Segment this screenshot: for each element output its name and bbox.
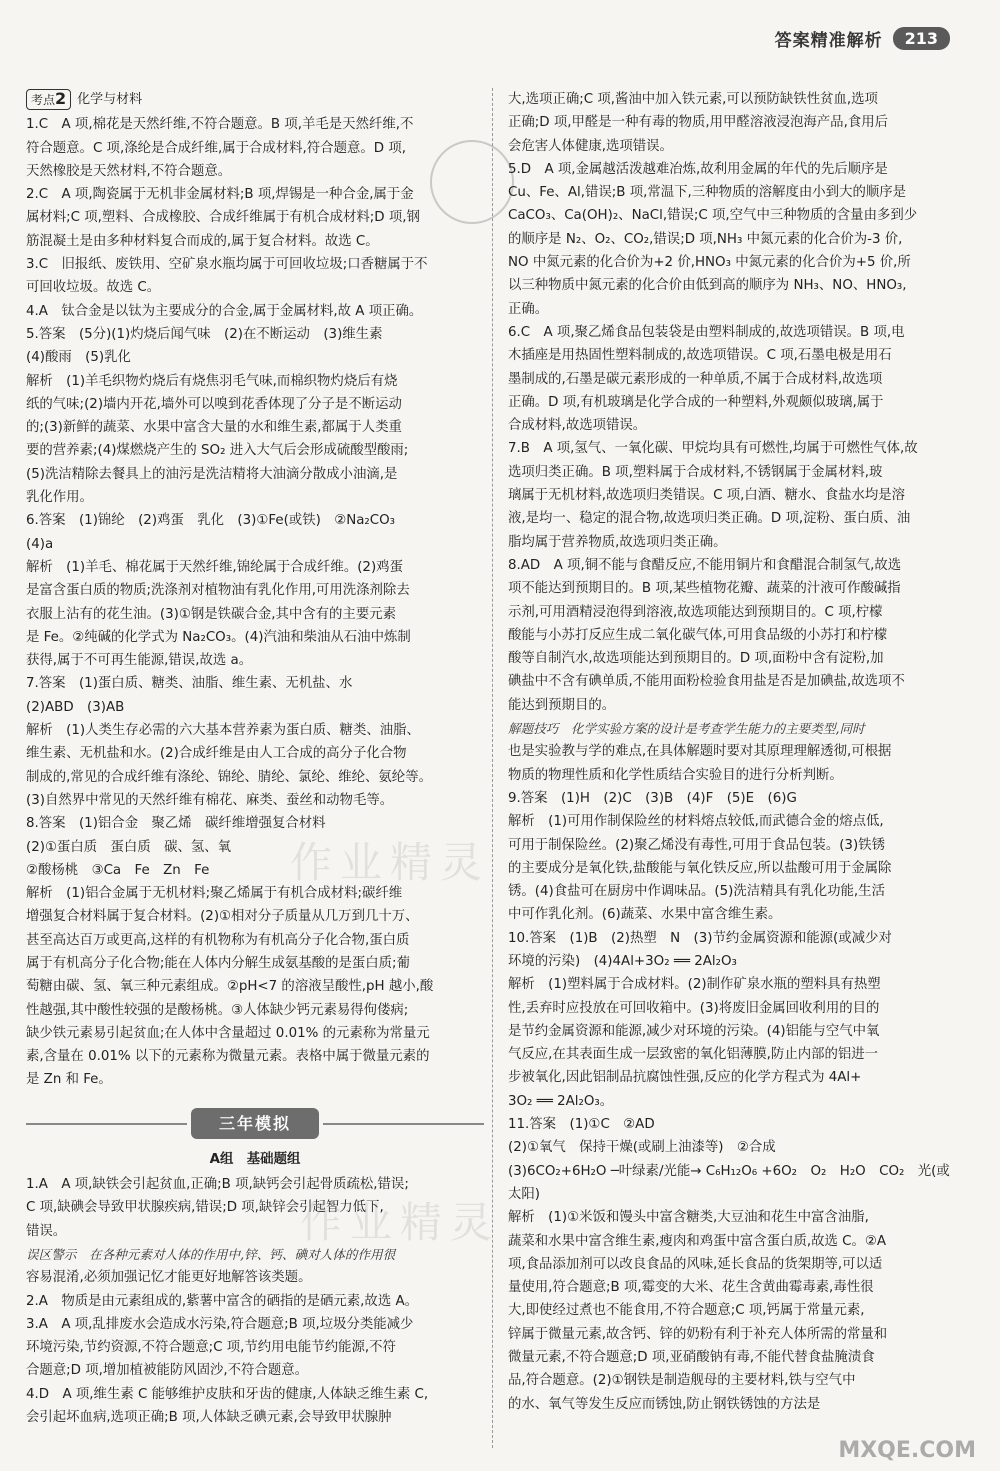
text-line: 解析 (1)①米饭和馒头中富含糖类,大豆油和花生中富含油脂, xyxy=(508,1210,869,1226)
text-line: 选项归类正确。B 项,塑料属于合成材料,不锈钢属于金属材料,玻 xyxy=(508,464,883,480)
text-line: 正确;D 项,甲醛是一种有毒的物质,用甲醛溶液浸泡海产品,食用后 xyxy=(508,115,889,131)
text-line: 项不能达到预期目的。B 项,某些植物花瓣、蔬菜的汁液可作酸碱指 xyxy=(508,581,901,597)
text-line: 合成材料,故选项错误。 xyxy=(508,418,647,434)
text-line: 解析 (1)羊毛织物灼烧后有烧焦羽毛气味,而棉织物灼烧后有烧 xyxy=(26,373,398,389)
watermark: 作业精灵 xyxy=(290,838,491,887)
text-line: Cu、Fe、Al,错误;B 项,常温下,三种物质的溶解度由小到大的顺序是 xyxy=(508,185,907,201)
text-line: 7.答案 (1)蛋白质、糖类、油脂、维生素、无机盐、水 xyxy=(26,676,353,692)
text-line: 是富含蛋白质的物质;洗涤剂对植物油有乳化作用,可用洗涤剂除去 xyxy=(26,583,410,599)
text-line: 获得,属于不可再生能源,错误,故选 a。 xyxy=(26,653,253,669)
text-line: 酸能与小苏打反应生成二氧化碳气体,可用食品级的小苏打和柠檬 xyxy=(508,627,888,643)
text-line: 正确。D 项,有机玻璃是化学合成的一种塑料,外观颇似玻璃,属于 xyxy=(508,394,884,410)
text-line: 属于有机高分子化合物;能在人体内分解生成氨基酸的是蛋白质;葡 xyxy=(26,955,410,971)
text-line: 合题意;D 项,增加植被能防风固沙,不符合题意。 xyxy=(26,1363,309,1379)
text-line: 的水、氧气等发生反应而锈蚀,防止钢铁锈蚀的方法是 xyxy=(508,1396,821,1412)
text-line: ②酸杨桃 ③Ca Fe Zn Fe xyxy=(26,862,210,878)
text-line: 锈。(4)食盐可在厨房中作调味品。(5)洗洁精具有乳化功能,生活 xyxy=(508,884,885,900)
text-line: 气反应,在其表面生成一层致密的氧化铝薄膜,防止内部的铝进一 xyxy=(508,1047,879,1063)
kaodian-title xyxy=(26,88,484,111)
section-banner xyxy=(26,1106,484,1142)
text-line: 1.C A 项,棉花是天然纤维,不符合题意。B 项,羊毛是天然纤维,不 xyxy=(26,117,414,133)
text-line: 以三种物质中氮元素的化合价由低到高的顺序为 NH₃、NO、HNO₃, xyxy=(508,278,907,294)
text-line: 容易混淆,必须加强记忆才能更好地解答该类题。 xyxy=(26,1270,312,1286)
text-line: 步被氧化,因此铝制品抗腐蚀性强,反应的化学方程式为 4Al+ xyxy=(508,1070,862,1086)
text-line: 会引起坏血病,选项正确;B 项,人体缺乏碘元素,会导致甲状腺肿 xyxy=(26,1410,392,1426)
text-line: 符合题意。C 项,涤纶是合成纤维,属于合成材料,符合题意。D 项, xyxy=(26,140,406,156)
text-line: 环境污染,节约资源,不符合题意;C 项,节约用电能节约能源,不符 xyxy=(26,1340,396,1356)
text-line: 也是实验教与学的难点,在具体解题时要对其原理理解透彻,可根据 xyxy=(508,744,892,760)
text-line: 性,丢弃时应投放在可回收箱中。(3)将废旧金属回收利用的目的 xyxy=(508,1000,880,1016)
text-line: 7.B A 项,氢气、一氧化碳、甲烷均具有可燃性,均属于可燃性气体,故 xyxy=(508,441,918,457)
text-line: 乳化作用。 xyxy=(26,490,93,506)
text-line: 品,符合题意。(2)①钢铁是制造舰母的主要材料,铁与空气中 xyxy=(508,1373,856,1389)
text-line: 萄糖由碳、氢、氧三种元素组成。②pH<7 的溶液呈酸性,pH 越小,酸 xyxy=(26,979,434,995)
text-line: 物质的物理性质和化学性质结合实验目的进行分析判断。 xyxy=(508,767,843,783)
text-line: 10.答案 (1)B (2)热塑 N (3)节约金属资源和能源(或减少对 xyxy=(508,930,892,946)
text-line: 2.C A 项,陶瓷属于无机非金属材料;B 项,焊锡是一种合金,属于金 xyxy=(26,187,414,203)
text-line: (2)①氧气 保持干燥(或刷上油漆等) ②合成 xyxy=(508,1140,776,1156)
text-line: 大,即使经过煮也不能食用,不符合题意;C 项,钙属于常量元素, xyxy=(508,1303,865,1319)
text-line: 酸等自制汽水,故选项能达到预期目的。D 项,面粉中含有淀粉,加 xyxy=(508,651,884,667)
text-line: 是节约金属资源和能源,减少对环境的污染。(4)铝能与空气中氧 xyxy=(508,1023,880,1039)
text-line: 脂均属于营养物质,故选项归类正确。 xyxy=(508,534,727,550)
text-line: 4.D A 项,维生素 C 能够维护皮肤和牙齿的健康,人体缺乏维生素 C, xyxy=(26,1386,429,1402)
text-line: 微量元素,不符合题意;D 项,亚硝酸钠有毒,不能代替食盐腌渍食 xyxy=(508,1350,875,1366)
text-line: 9.答案 (1)H (2)C (3)B (4)F (5)E (6)G xyxy=(508,790,797,806)
text-line: 属材料;C 项,塑料、合成橡胶、合成纤维属于有机合成材料;D 项,钢 xyxy=(26,210,420,226)
banner-title: 三年模拟 xyxy=(191,1108,319,1139)
text-line: (2)ABD (3)AB xyxy=(26,699,125,715)
text-line: 蔬菜和水果中富含维生素,瘦肉和鸡蛋中富含蛋白质,故选 C。②A xyxy=(508,1233,887,1249)
text-line: 中可作乳化剂。(6)蔬菜、水果中富含维生素。 xyxy=(508,907,782,923)
text-line: 制成的,常见的合成纤维有涤纶、锦纶、腈纶、氯纶、维纶、氨纶等。 xyxy=(26,769,432,785)
text-line: 维生素、无机盐和水。(2)合成纤维是由人工合成的高分子化合物 xyxy=(26,746,407,762)
text-line: 增强复合材料属于复合材料。(2)①相对分子质量从几万到几十万、 xyxy=(26,909,419,925)
text-line: 缺少铁元素易引起贫血;在人体中含量超过 0.01% 的元素称为常量元 xyxy=(26,1025,430,1041)
text-line: 示剂,可用酒精浸泡得到溶液,故选项能达到预期目的。C 项,柠檬 xyxy=(508,604,883,620)
text-line: 筋混凝土是由多种材料复合而成的,属于复合材料。故选 C。 xyxy=(26,233,379,249)
text-line: 3O₂ ══ 2Al₂O₃。 xyxy=(508,1093,614,1109)
text-line: 误区警示 在各种元素对人体的作用中,锌、钙、碘对人体的作用很 xyxy=(26,1246,396,1262)
text-line: 解析 (1)铝合金属于无机材料;聚乙烯属于有机合成材料;碳纤维 xyxy=(26,886,403,902)
text-line: (4)a xyxy=(26,536,54,552)
page-header xyxy=(775,26,950,51)
text-line: 解析 (1)可用作制保险丝的材料熔点较低,而武德合金的熔点低, xyxy=(508,814,884,830)
section-label: 答案精准解析 xyxy=(774,31,883,51)
text-line: 11.答案 (1)①C ②AD xyxy=(508,1117,655,1133)
text-line: (3)6CO₂+6H₂O ─叶绿素/光能→ C₆H₁₂O₆ +6O₂ O₂ H₂O CO₂ 光(或 xyxy=(508,1163,950,1179)
text-line: 锌属于微量元素,故含钙、锌的奶粉有利于补充人体所需的常量和 xyxy=(508,1326,888,1342)
text-line: 璃属于无机材料,故选项归类错误。C 项,白酒、糖水、食盐水均是溶 xyxy=(508,488,906,504)
text-line: 8.答案 (1)铝合金 聚乙烯 碳纤维增强复合材料 xyxy=(26,816,326,832)
text-line: 错误。 xyxy=(26,1223,67,1239)
text-line: 解析 (1)羊毛、棉花属于天然纤维,锦纶属于合成纤维。(2)鸡蛋 xyxy=(26,559,403,575)
text-line: 的;(3)新鲜的蔬菜、水果中富含大量的水和维生素,都属于人类重 xyxy=(26,420,402,436)
text-line: 解析 (1)塑料属于合成材料。(2)制作矿泉水瓶的塑料具有热塑 xyxy=(508,977,881,993)
text-line: 墨制成的,石墨是碳元素形成的一种单质,不属于合成材料,故选项 xyxy=(508,371,883,387)
text-line: 能达到预期目的。 xyxy=(508,697,616,713)
text-line: (4)酸雨 (5)乳化 xyxy=(26,350,131,366)
text-line: 天然橡胶是天然材料,不符合题意。 xyxy=(26,163,232,179)
text-line: 环境的污染) (4)4Al+3O₂ ══ 2Al₂O₃ xyxy=(508,953,737,969)
text-line: (3)自然界中常见的天然纤维有棉花、麻类、蚕丝和动物毛等。 xyxy=(26,792,394,808)
text-line: 性越强,其中酸性较强的是酸杨桃。③人体缺少钙元素易得佝偻病; xyxy=(26,1002,409,1018)
text-line: (5)洗洁精除去餐具上的油污是洗洁精将大油滴分散成小油滴,是 xyxy=(26,466,398,482)
text-line: 液,是均一、稳定的混合物,故选项归类正确。D 项,淀粉、蛋白质、油 xyxy=(508,511,911,527)
text-line: 解析 (1)人类生存必需的六大基本营养素为蛋白质、糖类、油脂、 xyxy=(26,723,420,739)
kaodian-badge-num: 2 xyxy=(55,89,67,109)
text-line: (2)①蛋白质 蛋白质 碳、氢、氧 xyxy=(26,839,232,855)
text-line: 6.C A 项,聚乙烯食品包装袋是由塑料制成的,故选项错误。B 项,电 xyxy=(508,324,905,340)
right-answer-block xyxy=(508,88,964,1416)
text-line: 量使用,符合题意;B 项,霉变的大米、花生含黄曲霉毒素,毒性很 xyxy=(508,1280,874,1296)
text-line: 5.答案 (5分)(1)灼烧后闻气味 (2)在不断运动 (3)维生素 xyxy=(26,326,383,342)
watermark-2: 作业精灵 xyxy=(300,1198,501,1247)
right-column xyxy=(508,88,964,1416)
text-line: 会危害人体健康,选项错误。 xyxy=(508,138,673,154)
text-line: 大,选项正确;C 项,酱油中加入铁元素,可以预防缺铁性贫血,选项 xyxy=(508,92,878,107)
text-line: 素,含量在 0.01% 以下的元素称为微量元素。表格中属于微量元素的 xyxy=(26,1049,430,1065)
text-line: 8.AD A 项,铜不能与食醋反应,不能用铜片和食醋混合制氢气,故选 xyxy=(508,557,902,573)
text-line: 2.A 物质是由元素组成的,紫薯中富含的硒指的是硒元素,故选 A。 xyxy=(26,1293,419,1309)
text-line: 太阳) xyxy=(508,1186,541,1202)
text-line: 纸的气味;(2)墙内开花,墙外可以嗅到花香体现了分子是不断运动 xyxy=(26,396,402,412)
kaodian-badge xyxy=(26,89,71,110)
text-line: 衣服上沾有的花生油。(3)①钢是铁碳合金,其中含有的主要元素 xyxy=(26,606,396,622)
text-line: 项,食品添加剂可以改良食品的风味,延长食品的货架期等,可以适 xyxy=(508,1256,883,1272)
text-line: 可用于制保险丝。(2)聚乙烯没有毒性,可用于食品包装。(3)铁锈 xyxy=(508,837,885,853)
text-line: 4.A 钛合金是以钛为主要成分的合金,属于金属材料,故 A 项正确。 xyxy=(26,303,423,319)
text-line: 甚至高达百万或更高,这样的有机物称为有机高分子化合物,蛋白质 xyxy=(26,932,410,948)
text-line: 的顺序是 N₂、O₂、CO₂,错误;D 项,NH₃ 中氮元素的化合价为-3 价, xyxy=(508,231,903,247)
site-mark: MXQE.COM xyxy=(838,1438,976,1463)
text-line: 是 Zn 和 Fe。 xyxy=(26,1072,112,1088)
text-line: 要的营养素;(4)煤燃烧产生的 SO₂ 进入大气后会形成硫酸型酸雨; xyxy=(26,443,409,459)
text-line: 3.C 旧报纸、废铁用、空矿泉水瓶均属于可回收垃圾;口香糖属于不 xyxy=(26,257,428,273)
text-line: 6.答案 (1)锦纶 (2)鸡蛋 乳化 (3)①Fe(或铁) ②Na₂CO₃ xyxy=(26,513,396,529)
text-line: 5.D A 项,金属越活泼越难冶炼,故利用金属的年代的先后顺序是 xyxy=(508,161,888,177)
text-line: C 项,缺碘会导致甲状腺疾病,错误;D 项,缺锌会引起智力低下, xyxy=(26,1200,384,1216)
group-title: A组 基础题组 xyxy=(209,1151,301,1167)
kaodian-badge-text: 考点 xyxy=(31,93,56,108)
text-line: 解题技巧 化学实验方案的设计是考查学生能力的主要类型,同时 xyxy=(508,721,865,737)
text-line: 是 Fe。②纯碱的化学式为 Na₂CO₃。(4)汽油和柴油从石油中炼制 xyxy=(26,629,411,645)
left-answer-block xyxy=(26,113,484,1091)
text-line: 可回收垃圾。故选 C。 xyxy=(26,280,161,296)
text-line: 正确。 xyxy=(508,301,549,317)
text-line: 碘盐中不含有碘单质,不能用面粉检验食用盐是否是加碘盐,故选项不 xyxy=(508,674,905,690)
page-number: 213 xyxy=(893,27,950,50)
kaodian-name: 化学与材料 xyxy=(77,92,143,107)
text-line: NO 中氮元素的化合价为+2 价,HNO₃ 中氮元素的化合价为+5 价,所 xyxy=(508,255,911,271)
text-line: 的主要成分是氧化铁,盐酸能与氧化铁反应,所以盐酸可用于金属除 xyxy=(508,860,892,876)
text-line: 木插座是用热固性塑料制成的,故选项错误。C 项,石墨电极是用石 xyxy=(508,348,892,364)
text-line: 1.A A 项,缺铁会引起贫血,正确;B 项,缺钙会引起骨质疏松,错误; xyxy=(26,1177,409,1193)
text-line: 3.A A 项,乱排废水会造成水污染,符合题意;B 项,垃圾分类能减少 xyxy=(26,1316,414,1332)
text-line: CaCO₃、Ca(OH)₂、NaCl,错误;C 项,空气中三种物质的含量由多到少 xyxy=(508,208,918,224)
